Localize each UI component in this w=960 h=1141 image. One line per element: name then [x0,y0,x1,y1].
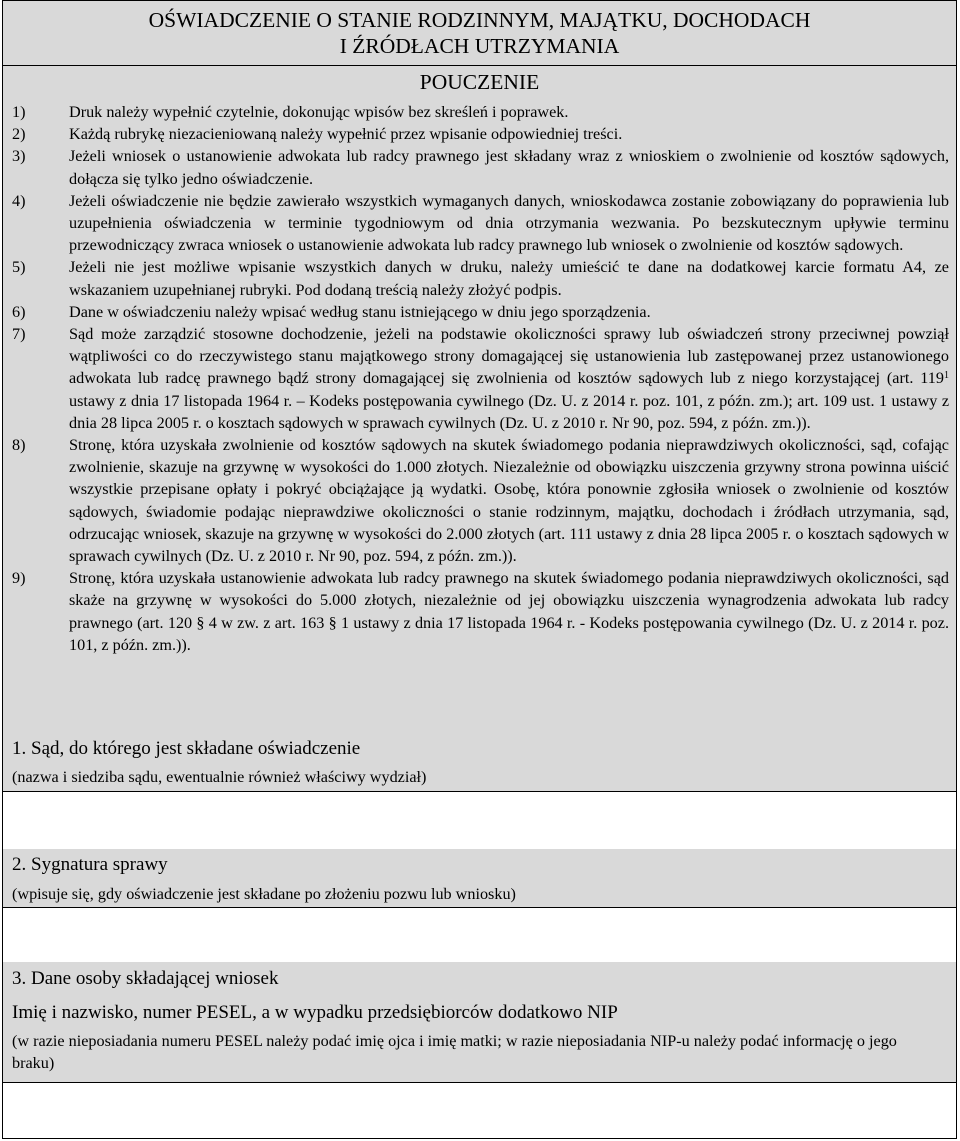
form-title [3,3,956,58]
instruction-number: 1) [12,103,26,121]
form-title-line2: I ŹRÓDŁACH UTRZYMANIA [339,34,620,58]
case-signature-field[interactable] [3,907,956,962]
instruction-text: Jeżeli wniosek o ustanowienie adwokata lub radcy prawnego jest składany wraz z wnioskiem o zwolnienie od kosztów sądowych, dołącza się tylko jedno oświadczenie. [69,147,949,188]
instruction-text: Sąd może zarządzić stosowne dochodzenie, jeżeli na podstawie okoliczności sprawy lub oświadczeń strony przeciwnej powziął wątpliwości co do rzeczywistego stanu majątkowego strony domagającej się ustanowienia lub zastępowanej przez ustanowionego adwokata lub radcę prawnego bądź strony domagającej się zwolnienia od kosztów sądowych lub z niego korzystającej (art. 119 [69,325,949,388]
divider [3,907,956,908]
instruction-text: Stronę, która uzyskała zwolnienie od kosztów sądowych na skutek świadomego podania nieprawdziwych okoliczności, sąd, cofając zwolnienie, skazuje na grzywnę w wysokości do 1.000 złotych. Niezależnie od obowiązku uiszczenia grzywny strona powinna uiścić wszystkie przepisane opłaty i pokryć obciążające ją wydatki. Osobę, która ponownie zgłosiła wniosek o zwolnienie od kosztów sądowych, świadomie podając nieprawdziwe okoliczności o stanie rodzinnym, majątku, dochodach i źródłach utrzymania, sąd, odrzucając wniosek, skazuje na grzywnę w wysokości do 2.000 złotych (art. 111 ustawy z dnia 28 lipca 2005 r. o kosztach sądowych w sprawach cywilnych (Dz. U. z 2010 r. Nr 90, poz. 594, z późn. zm.)). [69,436,949,566]
instruction-number: 6) [12,302,26,321]
instruction-text: Druk należy wypełnić czytelnie, dokonując wpisów bez skreśleń i poprawek. [69,103,569,121]
instruction-item [12,190,949,257]
instruction-number: 9) [12,569,26,588]
instruction-item [12,256,949,300]
instruction-item [12,123,949,145]
instruction-number: 7) [12,325,26,344]
instruction-text: Każdą rubrykę niezacieniowaną należy wypełnić przez wpisanie odpowiedniej treści. [69,125,623,144]
section-3-header [3,962,956,996]
instruction-number: 8) [12,436,26,455]
instruction-item [12,323,949,434]
applicant-data-field[interactable] [3,1083,956,1138]
section-2-hint: (wpisuje się, gdy oświadczenie jest składane po złożeniu pozwu lub wniosku) [12,885,516,903]
instruction-text: Stronę, która uzyskała ustanowienie adwokata lub radcy prawnego na skutek świadomego podania nieprawdziwych okoliczności, sąd skaże na grzywnę w wysokości do 5.000 złotych, niezależnie od jej obowiązku uiszczenia wynagrodzenia adwokata lub radcy prawnego (art. 120 § 4 w zw. z art. 163 § 1 ustawy z dnia 17 listopada 1964 r. - Kodeks postępowania cywilnego (Dz. U. z 2014 r. poz. 101, z późn. zm.)). [69,569,949,654]
section-3-title: 3. Dane osoby składającej wniosek [12,968,279,989]
instruction-item [12,434,949,567]
instruction-item [12,101,949,123]
divider [3,791,956,792]
applicant-field-hint: (w razie nieposiadania numeru PESEL należy podać imię ojca i imię matki; w razie nieposiadania NIP-u należy podać informację o jego braku) [12,1032,897,1072]
form-title-line1: OŚWIADCZENIE O STANIE RODZINNYM, MAJĄTKU, DOCHODACH [148,8,811,32]
instruction-text: Jeżeli nie jest możliwe wpisanie wszystkich danych w druku, należy umieścić te dane na dodatkowej karcie formatu A4, ze wskazaniem uzupełnianej rubryki. Pod dodaną treścią należy złożyć podpis. [69,258,949,299]
superscript: 1 [944,370,949,382]
section-1-header [3,734,956,791]
instruction-text-continued: ustawy z dnia 17 listopada 1964 r. – Kodeks postępowania cywilnego (Dz. U. z 2014 r. poz. 101, z późn. zm.); art. 109 ust. 1 ustawy z dnia 28 lipca 2005 r. o kosztach sądowych w sprawach cywilnych (Dz. U. z 2010 r. Nr 90, poz. 594, z późn. zm.)). [69,391,949,432]
section-3-field-header [3,996,956,1082]
instruction-number: 5) [12,258,26,277]
instructions-list [12,101,949,656]
instruction-text: Dane w oświadczeniu należy wpisać według stanu istniejącego w dniu jego sporządzenia. [69,302,651,321]
instruction-text: Jeżeli oświadczenie nie będzie zawierało wszystkich wymaganych danych, wnioskodawca zostanie zobowiązany do poprawienia lub uzupełnienia oświadczenia w terminie tygodniowym od dnia otrzymania wezwania. Po bezskutecznym upływie terminu przewodniczący zwraca wniosek o ustanowienie adwokata lub radcy prawnego lub wniosek o zwolnienie od kosztów sądowych. [69,191,949,255]
section-2-title: 2. Sygnatura sprawy [12,854,168,875]
instruction-item [12,301,949,323]
instruction-item [12,145,949,189]
section-1-hint: (nazwa i siedziba sądu, ewentualnie również właściwy wydział) [12,768,427,786]
divider [3,65,956,66]
section-2-header [3,849,956,907]
section-1-title: 1. Sąd, do którego jest składane oświadczenie [12,738,361,759]
instruction-number: 2) [12,125,26,144]
declaration-form [2,0,957,1139]
court-name-field[interactable] [3,791,956,849]
applicant-field-label: Imię i nazwisko, numer PESEL, a w wypadku przedsiębiorców dodatkowo NIP [12,1002,618,1023]
instruction-number: 3) [12,147,26,166]
instructions-heading: POUCZENIE [419,70,540,94]
instruction-number: 4) [12,191,26,210]
instruction-item [12,567,949,656]
